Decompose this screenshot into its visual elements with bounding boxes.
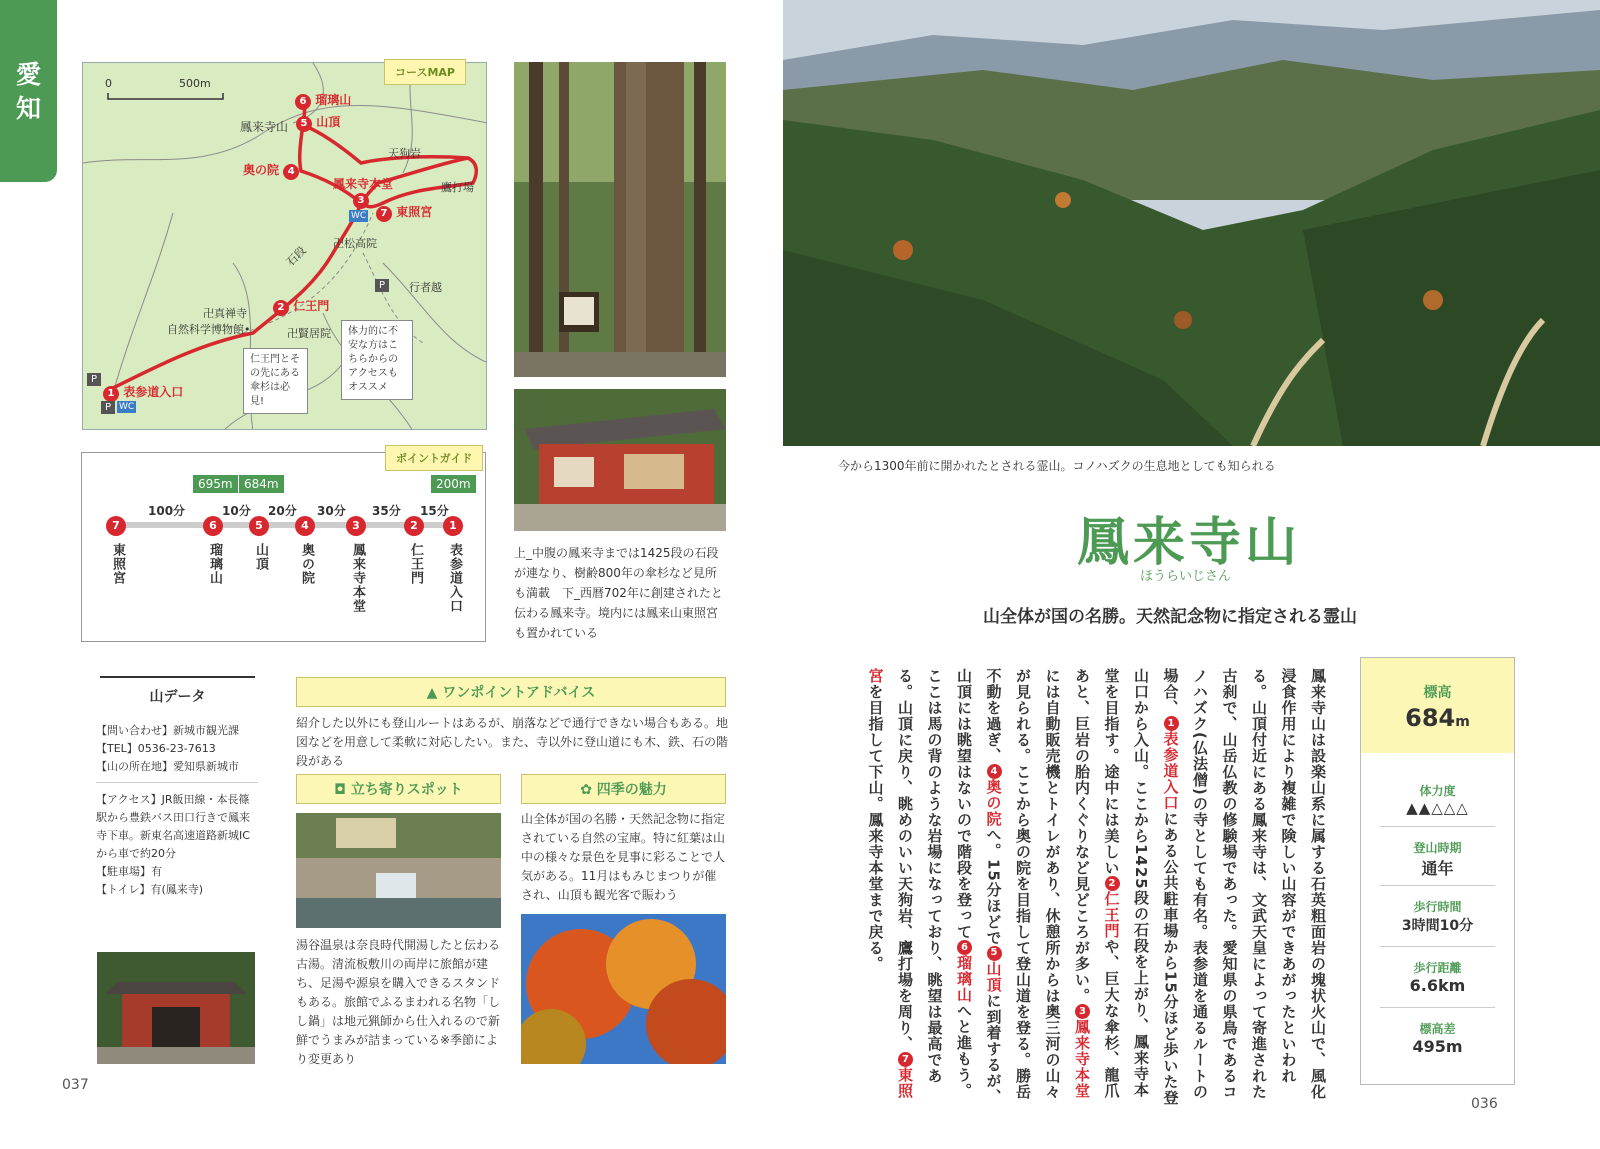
spot-text: 湯谷温泉は奈良時代開湯したと伝わる古湯。清流板敷川の両岸に旅館が建ち、足湯や源泉を購入できるスタンドもある。旅館でふるまわれる名物「しし鍋」は地元猟師から仕入れるので新鮮でうまみが詰まっている※季節により変更あり: [296, 938, 501, 1066]
mtdata-info: [96, 722, 258, 899]
advice-title: ワンポイントアドバイス: [442, 685, 596, 701]
flower-icon: ✿: [580, 782, 597, 798]
map-point-3-dot: 3: [353, 193, 369, 209]
map-wc-icon-2: WC: [119, 402, 135, 412]
body-num: 3: [1077, 1005, 1088, 1018]
stat-divider: [1380, 1007, 1495, 1008]
guide-time-4: 30分: [317, 504, 346, 518]
body-highlight: 仁王門: [1102, 891, 1121, 939]
scale-zero: 0: [105, 77, 112, 90]
map-label-horaijisan: 鳳来寺山: [240, 120, 289, 134]
season-value: 通年: [1421, 859, 1454, 878]
guide-dot-3: 3: [346, 516, 366, 536]
guide-time-1: 100分: [148, 504, 186, 518]
guide-tag: ポイントガイド: [385, 445, 483, 471]
photo-shrine: [97, 952, 255, 1064]
guide-dot-2: 2: [404, 516, 424, 536]
guide-name-2: 仁王門: [408, 543, 423, 585]
map-parking-icon-3: P: [101, 401, 115, 414]
distance-value: 6.6km: [1409, 976, 1466, 995]
spot-header: [296, 774, 501, 804]
time-value: 3時間10分: [1401, 918, 1474, 934]
body-highlight: 山頂: [984, 960, 1003, 993]
prefecture-char-1: 愛: [15, 60, 41, 89]
map-label-museum: 自然科学博物館•: [167, 323, 251, 336]
mountain-kana: ほうらいじさん: [1140, 569, 1232, 584]
guide-name-5: 山頂: [253, 543, 268, 571]
body-seg: 鳳来寺山は設楽山系に属する石英粗面岩の塊状火山で、風化浸食作用により複雑で険しい山容ができあがったといわれる。山頂付近にある鳳来寺は、文武天皇によって寄進された古刹で、山岳仏教の修験場であった。愛知県の県鳥であるコノハズク(仏法僧)の寺としても有名。表参道を通るルートの場合、: [1161, 668, 1327, 1100]
map-note-niomon: 仁王門とその先にある傘杉は必見!: [243, 348, 308, 414]
guide-name-4: 奥の院: [299, 543, 314, 585]
body-seg: にある公共駐車場から15分ほど歩いた登山口から入山。ここから1425段の石段を上がり、鳳来寺本堂を目指す。途中には美しい: [1102, 668, 1180, 1106]
season-title: 四季の魅力: [596, 782, 667, 798]
stamina-stat: [1380, 782, 1495, 817]
map-label-shimatsu: 卍松高院: [333, 237, 377, 250]
guide-elev-1: 200m: [431, 475, 476, 493]
prefecture-tab: [0, 0, 57, 182]
map-label-tengu: 天狗岩: [388, 147, 421, 160]
guide-time-3: 20分: [268, 504, 297, 518]
elevation-value-wrap: [1361, 704, 1514, 732]
stat-divider: [1380, 946, 1495, 947]
scale-500m: 500m: [179, 77, 211, 90]
photo-caption: 上_中腹の鳳来寺までは1425段の石段が連なり、樹齢800年の傘杉など見所も満載 下_西暦702年に創建されたと伝わる鳳来寺。境内には鳳来山東照宮も置かれている: [514, 546, 723, 640]
elevation-unit: m: [1455, 714, 1470, 730]
guide-dot-4: 4: [295, 516, 315, 536]
mountain-subtitle: 山全体が国の名勝。天然記念物に指定される霊山: [983, 607, 1357, 627]
time-stat: [1380, 898, 1495, 935]
page-number-left: 037: [62, 1077, 89, 1093]
camera-icon: ◘: [334, 782, 351, 798]
hero-caption: 今から1300年前に開かれたとされる霊山。コノハズクの生息地としても知られる: [838, 459, 1276, 473]
map-point-5: 5 山頂: [296, 113, 340, 132]
photo-horaiji-temple: [514, 389, 726, 531]
body-highlight: 東照宮: [866, 668, 914, 1099]
guide-dot-1: 1: [443, 516, 463, 536]
photo-autumn-leaves: [521, 914, 726, 1064]
mtdata-line: 【問い合わせ】新城市観光課: [96, 724, 239, 737]
advice-header: [296, 677, 726, 707]
course-map: [82, 62, 487, 430]
spot-title: 立ち寄りスポット: [350, 782, 463, 798]
guide-elev-6: 695m: [193, 475, 238, 493]
point-guide: [81, 452, 486, 642]
map-tag: コースMAP: [384, 59, 466, 85]
guide-name-1: 表参道入口: [447, 543, 462, 613]
photo-onsen: [296, 813, 501, 928]
season-stat: [1380, 839, 1495, 879]
map-label-ishidan: 石段: [283, 243, 309, 269]
mtdata-line: 【駐車場】有: [96, 865, 162, 878]
guide-elev-5: 684m: [239, 475, 284, 493]
map-point-4: 奥の院 4: [243, 161, 299, 180]
season-label: 登山時期: [1413, 841, 1462, 855]
elevation-panel: [1361, 658, 1514, 753]
map-parking-icon-1: P: [87, 373, 101, 386]
guide-name-7: 東照宮: [110, 543, 125, 585]
body-text-vertical: [866, 668, 1332, 1108]
stat-divider: [1380, 885, 1495, 886]
distance-stat: [1380, 959, 1495, 995]
body-highlight: 鳳来寺本堂: [1073, 1019, 1091, 1099]
elevation-label: 標高: [1423, 685, 1452, 701]
body-num: 2: [1106, 877, 1118, 890]
season-header: [521, 774, 726, 804]
body-num: 5: [988, 947, 1000, 960]
body-seg: へ。15分ほどで: [984, 827, 1003, 946]
advice-text: 紹介した以外にも登山ルートはあるが、崩落などで通行できない場合もある。地図などを用意して柔軟に対応したい。また、寺以外に登山道にも木、鉄、石の階段がある: [296, 716, 729, 768]
mtdata-line: 【TEL】0536-23-7613: [96, 742, 216, 755]
map-point-3-label: 鳳来寺本堂: [333, 177, 394, 191]
map-point-2: 2 仁王門: [273, 297, 329, 316]
body-num: 6: [959, 941, 970, 954]
map-wc-icon: WC: [351, 211, 367, 221]
body-highlight: 表参道入口: [1161, 731, 1180, 811]
body-num: 1: [1165, 717, 1177, 730]
diff-stat: [1380, 1020, 1495, 1056]
time-label: 歩行時間: [1413, 900, 1462, 914]
stat-divider: [1380, 826, 1495, 827]
body-seg: や、巨大な傘杉、龍爪あと、巨岩の胎内くぐりなど見どころが多い。: [1073, 668, 1121, 1099]
triangle-icon: ▲: [426, 685, 443, 701]
guide-name-3: 鳳来寺本堂: [350, 543, 365, 613]
distance-label: 歩行距離: [1413, 961, 1462, 975]
map-parking-icon-2: P: [375, 279, 389, 292]
map-point-7: 7 東照宮: [376, 203, 432, 222]
mtdata-line: 【トイレ】有(鳳来寺): [96, 883, 204, 896]
map-label-gyoja: 行者越: [409, 281, 442, 294]
body-num: 7: [900, 1053, 911, 1066]
guide-time-5: 35分: [372, 504, 401, 518]
diff-label: 標高差: [1419, 1022, 1456, 1036]
map-label-kenjo: 卍賢居院: [287, 327, 331, 340]
photo-cedar-tree: [514, 62, 726, 377]
guide-name-6: 瑠璃山: [207, 543, 222, 585]
stamina-label: 体力度: [1419, 784, 1456, 798]
body-num: 4: [988, 765, 1000, 778]
body-seg: へと進もう。ここは馬の背のような岩場になっており、眺望は最高である。山頂に戻り、眺めのいい天狗岩、鷹打場を周り、: [896, 668, 973, 1099]
mtdata-line: 【山の所在地】愛知県新城市: [96, 760, 239, 773]
elevation-value: 684: [1405, 704, 1456, 732]
hero-photo-mountain-valley: [783, 0, 1600, 446]
mtdata-title: 山データ: [100, 676, 255, 716]
guide-dot-6: 6: [203, 516, 223, 536]
body-seg: に到着するが、山頂には眺望はないので階段を登って: [955, 668, 1003, 1105]
prefecture-char-2: 知: [15, 94, 41, 123]
map-label-shinsoji: 卍真禅寺: [203, 307, 247, 320]
mountain-name: 鳳来寺山: [1077, 512, 1302, 573]
body-seg: には自動販売機とトイレがあり、休憩所からは奥三河の山々が見られる。ここから奥の院を目指して登山道を登る。勝岳不動を過ぎ、: [984, 668, 1062, 1100]
guide-dot-7: 7: [106, 516, 126, 536]
map-label-takauchi: 鷹打場: [441, 181, 474, 194]
map-point-6: 6 瑠璃山: [295, 91, 351, 110]
map-point-1: 1 表参道入口: [103, 383, 183, 402]
map-note-access: 体力的に不安な方はこちらからのアクセスもオススメ: [341, 320, 413, 400]
mtdata-contact: [96, 722, 258, 783]
season-text: 山全体が国の名勝・天然記念物に指定されている自然の宝庫。特に紅葉は山中の様々な景色を見事に彩ることで人気がある。11月はもみじまつりが催され、山頂も観光客で賑わう: [521, 812, 726, 902]
guide-time-2: 10分: [222, 504, 251, 518]
guide-dot-5: 5: [249, 516, 269, 536]
stamina-icons: ▲▲△△△: [1406, 799, 1469, 817]
page-number-right: 036: [1471, 1096, 1498, 1112]
body-seg: を目指して下山。鳳来寺本堂まで戻る。: [866, 684, 885, 972]
mtdata-line: 【アクセス】JR飯田線・本長篠駅から豊鉄バス田口行きで鳳来寺下車。新東名高速道路新城ICから車で約20分: [96, 793, 250, 860]
guide-time-6: 15分: [420, 504, 449, 518]
diff-value: 495m: [1412, 1037, 1463, 1056]
body-highlight: 奥の院: [984, 779, 1003, 827]
body-highlight: 瑠璃山: [955, 955, 973, 1003]
